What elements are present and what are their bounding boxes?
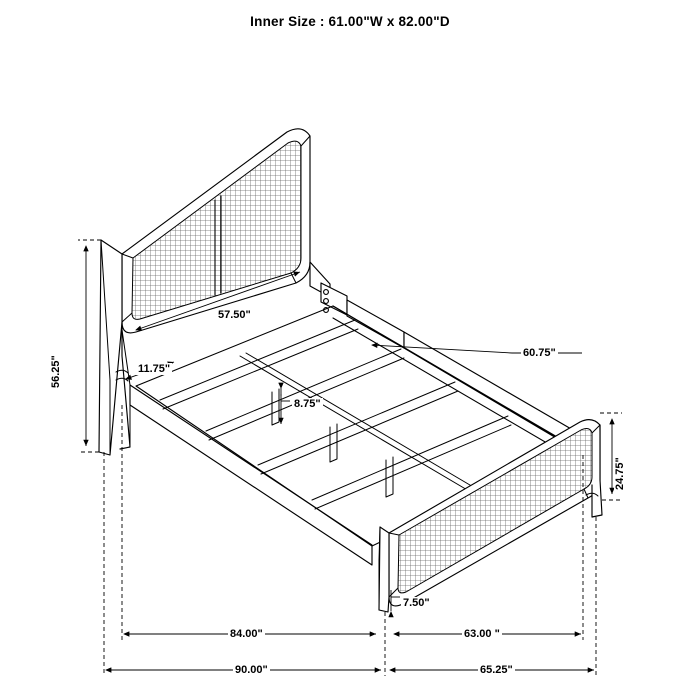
- dimension-label-footboard-height: 24.75": [614, 457, 626, 490]
- dimension-label-depth-left: 84.00": [230, 628, 263, 640]
- dimension-label-headboard-height: 56.25": [50, 355, 62, 388]
- dimension-label-headboard-clearance: 11.75": [138, 363, 171, 375]
- dimension-label-side-rail-length: 60.75": [523, 347, 556, 359]
- dimension-label-headboard-width: 57.50": [218, 309, 251, 321]
- dimension-label-overall-left: 90.00": [235, 664, 268, 676]
- dimension-label-footboard-clearance: 7.50": [403, 597, 430, 609]
- page-title: Inner Size : 61.00"W x 82.00"D: [250, 14, 450, 29]
- dimension-label-depth-right: 63.00 ": [464, 628, 500, 640]
- dimension-label-overall-right: 65.25": [480, 664, 513, 676]
- dimension-label-slat-height: 8.75": [294, 398, 321, 410]
